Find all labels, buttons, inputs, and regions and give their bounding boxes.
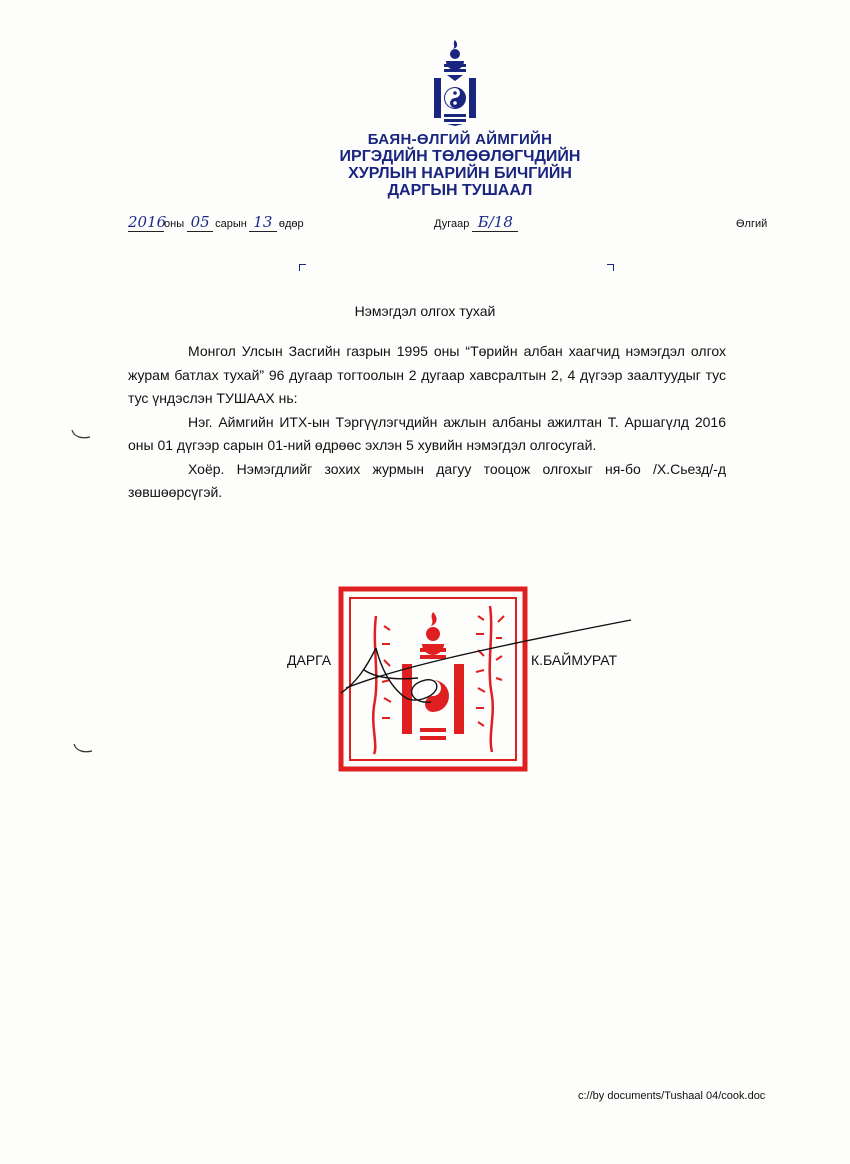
number-label: Дугаар	[434, 218, 470, 230]
date-day: 13	[249, 213, 277, 232]
punch-hole-mark-icon	[70, 428, 92, 440]
handwritten-signature	[336, 618, 636, 718]
signatory-title: ДАРГА	[287, 652, 332, 668]
date-year-suffix: оны	[164, 218, 185, 230]
document-subject: Нэмэгдэл олгох тухай	[354, 303, 496, 319]
header-line-4: ДАРГЫН ТУШААЛ	[387, 182, 533, 199]
file-path-footer: c://by documents/Tushaal 04/cook.doc	[578, 1090, 766, 1102]
signatory-name: К.БАЙМУРАТ	[531, 652, 618, 668]
body-paragraph-1: Монгол Улсын Засгийн газрын 1995 оны “Төрийн албан хаагчид нэмэгдэл олгох журам батлах тухай” 96 дугаар тогтоолын 2 дугаар хавсралтын 2, 4 дүгээр заалтуудыг тус тус үндэслэн ТУШААХ нь:	[128, 343, 726, 406]
number-value: Б/18	[472, 213, 518, 232]
date-day-suffix: өдөр	[278, 218, 304, 230]
date-month: 05	[187, 213, 213, 232]
subject-bracket-left	[299, 264, 306, 271]
header-line-1: БАЯН-ӨЛГИЙ АЙМГИЙН	[367, 131, 553, 148]
body-paragraph-2: Нэг. Аймгийн ИТХ-ын Тэргүүлэгчдийн ажлын албаны ажилтан Т. Аршагүлд 2016 оны 01 дүгээр сарын 01-ний өдрөөс эхлэн 5 хувийн нэмэгдэл олгосугай.	[128, 413, 726, 453]
subject-bracket-right	[607, 264, 614, 271]
soyombo-emblem-icon	[434, 40, 476, 126]
punch-hole-mark-icon	[72, 742, 94, 754]
document-body	[128, 340, 726, 505]
date-line	[128, 213, 304, 232]
document-number	[434, 213, 518, 232]
header-line-2: ИРГЭДИЙН ТӨЛӨӨЛӨГЧДИЙН	[339, 148, 581, 165]
place-of-issue: Өлгий	[736, 218, 768, 230]
header-line-3: ХУРЛЫН НАРИЙН БИЧГИЙН	[348, 165, 572, 182]
date-month-suffix: сарын	[215, 218, 247, 230]
date-year: 2016	[128, 213, 167, 231]
body-paragraph-3: Хоёр. Нэмэгдлийг зохих журмын дагуу тооцож олгохыг ня-бо /Х.Сьезд/-д зөвшөөрсүгэй.	[128, 460, 726, 500]
document-header	[300, 131, 620, 199]
